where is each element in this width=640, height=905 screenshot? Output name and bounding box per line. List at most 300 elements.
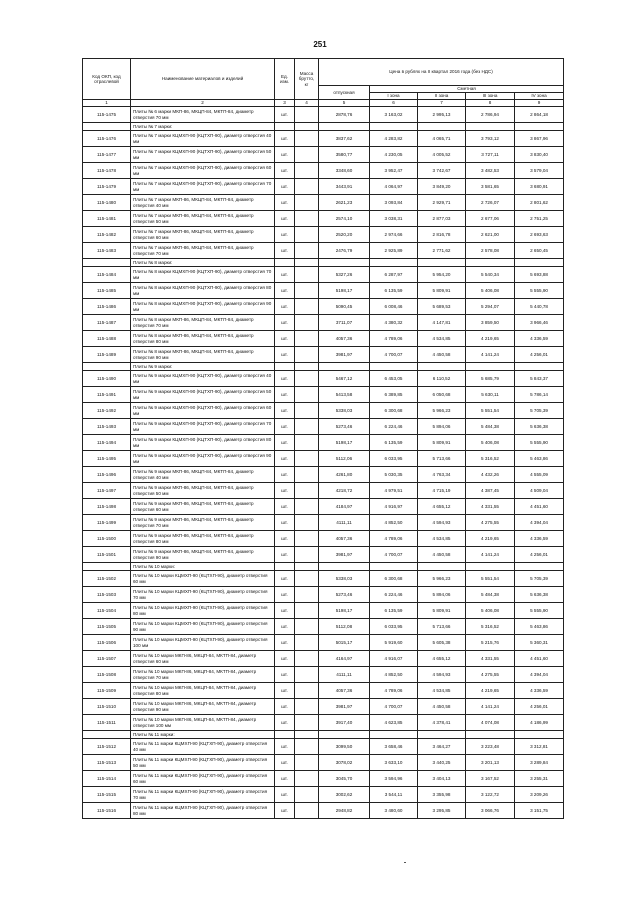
item-mass	[295, 603, 319, 619]
price-wholesale: 3981,97	[319, 547, 370, 563]
item-mass	[295, 131, 319, 147]
item-name: Плиты № 11 марки КЦМХП-90 (КЦТХП-90), диаметр отверстия 40 мм	[131, 739, 275, 755]
group-code-cell	[83, 731, 131, 739]
price-zone-4: 5 636,38	[515, 587, 564, 603]
price-wholesale: 5273,46	[319, 587, 370, 603]
item-code: 115-1481	[83, 211, 131, 227]
price-wholesale: 2520,20	[319, 227, 370, 243]
item-code: 115-1494	[83, 435, 131, 451]
price-zone-2: 4 147,81	[418, 315, 466, 331]
price-zone-4: 3 680,91	[515, 179, 564, 195]
price-zone-3: 3 482,53	[466, 163, 515, 179]
table-row	[83, 531, 564, 547]
price-zone-2: 3 295,85	[418, 803, 466, 819]
group-unit-cell	[275, 563, 295, 571]
item-code: 115-1488	[83, 331, 131, 347]
price-zone-4: 4 256,01	[515, 547, 564, 563]
col-number: 3	[275, 100, 295, 107]
price-zone-1: 4 623,85	[370, 715, 418, 731]
group-row	[83, 731, 564, 739]
item-name: Плиты № 10 марки КЦМХП-90 (КЦТХП-90), диаметр отверстия 100 мм	[131, 635, 275, 651]
item-mass	[295, 331, 319, 347]
price-zone-2: 5 713,66	[418, 451, 466, 467]
price-zone-1: 4 916,07	[370, 651, 418, 667]
price-zone-2: 6 050,68	[418, 387, 466, 403]
price-wholesale: 5273,46	[319, 419, 370, 435]
price-zone-1: 4 979,51	[370, 483, 418, 499]
price-zone-3: 5 406,08	[466, 603, 515, 619]
item-unit: шт.	[275, 619, 295, 635]
price-wholesale: 3045,70	[319, 771, 370, 787]
price-zone-2: 3 849,20	[418, 179, 466, 195]
group-price-cell	[370, 731, 418, 739]
price-zone-1: 3 952,47	[370, 163, 418, 179]
price-zone-2: 5 894,06	[418, 587, 466, 603]
table-row	[83, 347, 564, 363]
price-zone-3: 5 215,76	[466, 635, 515, 651]
price-zone-4: 5 360,31	[515, 635, 564, 651]
table-row	[83, 163, 564, 179]
item-unit: шт.	[275, 571, 295, 587]
price-zone-1: 6 224,46	[370, 587, 418, 603]
item-mass	[295, 683, 319, 699]
price-zone-2: 4 450,58	[418, 547, 466, 563]
price-wholesale: 2878,76	[319, 107, 370, 123]
price-zone-3: 3 201,13	[466, 755, 515, 771]
price-zone-3: 4 219,65	[466, 331, 515, 347]
table-row	[83, 451, 564, 467]
price-wholesale: 4111,11	[319, 667, 370, 683]
price-zone-1: 3 633,10	[370, 755, 418, 771]
price-zone-1: 3 093,84	[370, 195, 418, 211]
price-zone-2: 5 954,20	[418, 267, 466, 283]
item-name: Плиты № 10 марки КЦМХП-90 (КЦТХП-90), диаметр отверстия 80 мм	[131, 603, 275, 619]
item-code: 115-1508	[83, 667, 131, 683]
group-mass-cell	[295, 563, 319, 571]
price-zone-4: 2 693,63	[515, 227, 564, 243]
price-wholesale: 5198,17	[319, 435, 370, 451]
item-mass	[295, 435, 319, 451]
item-mass	[295, 227, 319, 243]
price-zone-3: 5 484,38	[466, 587, 515, 603]
price-zone-2: 4 594,93	[418, 667, 466, 683]
price-zone-3: 4 141,24	[466, 699, 515, 715]
price-zone-3: 3 859,50	[466, 315, 515, 331]
item-name: Плиты № 7 марки МКП-86, МКЦП-84, МКТП-84, диаметр отверстия 60 мм	[131, 227, 275, 243]
item-mass	[295, 515, 319, 531]
table-row	[83, 587, 564, 603]
price-zone-1: 4 283,82	[370, 131, 418, 147]
table-row	[83, 635, 564, 651]
item-mass	[295, 771, 319, 787]
item-code: 115-1490	[83, 371, 131, 387]
price-zone-1: 6 008,46	[370, 299, 418, 315]
col-number: 7	[418, 100, 466, 107]
header-unit: Ед. изм.	[275, 59, 295, 100]
price-wholesale: 3837,62	[319, 131, 370, 147]
item-code: 115-1496	[83, 467, 131, 483]
item-name: Плиты № 9 марки МКП-86, МКЦП-84, МКТП-84, диаметр отверстия 90 мм	[131, 547, 275, 563]
price-wholesale: 5467,12	[319, 371, 370, 387]
item-mass	[295, 587, 319, 603]
price-wholesale: 3981,97	[319, 347, 370, 363]
price-zone-1: 6 135,59	[370, 603, 418, 619]
item-unit: шт.	[275, 107, 295, 123]
table-row	[83, 299, 564, 315]
item-unit: шт.	[275, 163, 295, 179]
header-zone: I зона	[370, 93, 418, 100]
table-row	[83, 107, 564, 123]
price-wholesale: 3078,02	[319, 755, 370, 771]
item-code: 115-1507	[83, 651, 131, 667]
price-wholesale: 5112,06	[319, 451, 370, 467]
item-mass	[295, 195, 319, 211]
price-zone-1: 2 974,66	[370, 227, 418, 243]
header-wholesale: отпускная	[319, 86, 370, 100]
item-name: Плиты № 11 марки КЦМХП-90 (КЦТХП-90), диаметр отверстия 50 мм	[131, 755, 275, 771]
price-zone-4: 3 151,75	[515, 803, 564, 819]
price-zone-4: 2 650,45	[515, 243, 564, 259]
item-name: Плиты № 10 марки МКП-86, МКЦП-84, МКТП-84, диаметр отверстия 70 мм	[131, 667, 275, 683]
group-price-cell	[466, 123, 515, 131]
group-title: Плиты № 7 марки:	[131, 123, 275, 131]
price-zone-2: 4 594,93	[418, 515, 466, 531]
item-name: Плиты № 10 марки КЦМХП-90 (КЦТХП-90), диаметр отверстия 90 мм	[131, 619, 275, 635]
item-unit: шт.	[275, 787, 295, 803]
item-unit: шт.	[275, 451, 295, 467]
page-number: 251	[313, 40, 327, 49]
item-code: 115-1478	[83, 163, 131, 179]
price-zone-3: 3 793,12	[466, 131, 515, 147]
price-zone-2: 4 534,85	[418, 683, 466, 699]
item-name: Плиты № 9 марки МКП-86, МКЦП-84, МКТП-84, диаметр отверстия 60 мм	[131, 499, 275, 515]
group-price-cell	[319, 563, 370, 571]
price-zone-3: 2 621,00	[466, 227, 515, 243]
group-price-cell	[466, 563, 515, 571]
item-mass	[295, 467, 319, 483]
item-code: 115-1493	[83, 419, 131, 435]
price-zone-3: 5 294,07	[466, 299, 515, 315]
item-name: Плиты № 11 марки КЦМХП-90 (КЦТХП-90), диаметр отверстия 70 мм	[131, 787, 275, 803]
item-unit: шт.	[275, 387, 295, 403]
item-mass	[295, 755, 319, 771]
item-unit: шт.	[275, 467, 295, 483]
group-unit-cell	[275, 123, 295, 131]
item-name: Плиты № 10 марки КЦМХП-90 (КЦТХП-90), диаметр отверстия 60 мм	[131, 571, 275, 587]
item-unit: шт.	[275, 699, 295, 715]
price-wholesale: 3981,97	[319, 699, 370, 715]
price-zone-4: 4 451,60	[515, 651, 564, 667]
item-code: 115-1509	[83, 683, 131, 699]
item-unit: шт.	[275, 267, 295, 283]
item-name: Плиты № 9 марки КЦМХП-90 (КЦТХП-90), диаметр отверстия 40 мм	[131, 371, 275, 387]
price-zone-2: 4 655,12	[418, 499, 466, 515]
item-code: 115-1483	[83, 243, 131, 259]
table-row	[83, 683, 564, 699]
price-zone-4: 3 312,81	[515, 739, 564, 755]
price-zone-4: 3 289,84	[515, 755, 564, 771]
price-zone-1: 3 594,96	[370, 771, 418, 787]
item-code: 115-1499	[83, 515, 131, 531]
table-row	[83, 619, 564, 635]
group-price-cell	[466, 731, 515, 739]
item-mass	[295, 547, 319, 563]
table-row	[83, 435, 564, 451]
item-code: 115-1498	[83, 499, 131, 515]
group-price-cell	[515, 731, 564, 739]
item-unit: шт.	[275, 603, 295, 619]
item-name: Плиты № 9 марки МКП-86, МКЦП-84, МКТП-84, диаметр отверстия 50 мм	[131, 483, 275, 499]
item-mass	[295, 451, 319, 467]
price-zone-2: 4 534,85	[418, 331, 466, 347]
price-zone-3: 5 316,52	[466, 619, 515, 635]
header-zone: IV зона	[515, 93, 564, 100]
price-zone-2: 5 809,91	[418, 603, 466, 619]
group-price-cell	[319, 363, 370, 371]
price-zone-4: 4 555,09	[515, 467, 564, 483]
price-wholesale: 4111,11	[319, 515, 370, 531]
group-code-cell	[83, 363, 131, 371]
price-wholesale: 3002,62	[319, 787, 370, 803]
item-name: Плиты № 10 марки КЦМХП-90 (КЦТХП-90), диаметр отверстия 70 мм	[131, 587, 275, 603]
col-number: 5	[319, 100, 370, 107]
table-row	[83, 787, 564, 803]
item-unit: шт.	[275, 371, 295, 387]
item-name: Плиты № 6 марки МКП-86, МКЦП-84, МКТП-84, диаметр отверстия 70 мм	[131, 107, 275, 123]
item-mass	[295, 739, 319, 755]
price-zone-3: 4 141,24	[466, 347, 515, 363]
price-zone-3: 4 432,26	[466, 467, 515, 483]
item-code: 115-1479	[83, 179, 131, 195]
price-zone-2: 5 966,23	[418, 403, 466, 419]
price-wholesale: 3711,07	[319, 315, 370, 331]
table-body	[83, 107, 564, 819]
item-mass	[295, 387, 319, 403]
item-name: Плиты № 9 марки КЦМХП-90 (КЦТХП-90), диаметр отверстия 70 мм	[131, 419, 275, 435]
price-zone-3: 3 167,52	[466, 771, 515, 787]
price-wholesale: 3443,91	[319, 179, 370, 195]
price-zone-2: 4 065,71	[418, 131, 466, 147]
table-row	[83, 179, 564, 195]
col-number: 6	[370, 100, 418, 107]
price-wholesale: 4218,72	[319, 483, 370, 499]
item-code: 115-1505	[83, 619, 131, 635]
price-wholesale: 5338,03	[319, 403, 370, 419]
price-zone-1: 3 480,60	[370, 803, 418, 819]
price-zone-1: 3 658,46	[370, 739, 418, 755]
price-zone-1: 5 919,60	[370, 635, 418, 651]
price-zone-1: 4 789,06	[370, 531, 418, 547]
table-row	[83, 283, 564, 299]
price-zone-1: 4 700,07	[370, 699, 418, 715]
price-zone-3: 4 331,55	[466, 499, 515, 515]
item-name: Плиты № 8 марки МКП-86, МКЦП-84, МКТП-84, диаметр отверстия 90 мм	[131, 347, 275, 363]
item-code: 115-1477	[83, 147, 131, 163]
item-name: Плиты № 7 марки МКП-86, МКЦП-84, МКТП-84, диаметр отверстия 50 мм	[131, 211, 275, 227]
item-code: 115-1486	[83, 299, 131, 315]
price-zone-4: 4 336,59	[515, 331, 564, 347]
price-zone-3: 5 484,38	[466, 419, 515, 435]
item-unit: шт.	[275, 547, 295, 563]
item-unit: шт.	[275, 243, 295, 259]
price-zone-2: 5 894,06	[418, 419, 466, 435]
price-wholesale: 4261,80	[319, 467, 370, 483]
price-zone-2: 4 655,12	[418, 651, 466, 667]
table-row	[83, 195, 564, 211]
table-row	[83, 755, 564, 771]
item-name: Плиты № 9 марки КЦМХП-90 (КЦТХП-90), диаметр отверстия 80 мм	[131, 435, 275, 451]
price-zone-1: 6 135,59	[370, 435, 418, 451]
price-zone-3: 3 727,11	[466, 147, 515, 163]
table-row	[83, 467, 564, 483]
col-number: 8	[466, 100, 515, 107]
item-unit: шт.	[275, 483, 295, 499]
col-number: 4	[295, 100, 319, 107]
group-mass-cell	[295, 259, 319, 267]
price-zone-2: 5 713,66	[418, 619, 466, 635]
price-zone-1: 4 700,07	[370, 547, 418, 563]
item-mass	[295, 315, 319, 331]
price-zone-2: 3 464,27	[418, 739, 466, 755]
table-header	[83, 59, 564, 107]
item-unit: шт.	[275, 635, 295, 651]
price-zone-3: 5 406,08	[466, 435, 515, 451]
item-unit: шт.	[275, 179, 295, 195]
table-row	[83, 147, 564, 163]
item-code: 115-1512	[83, 739, 131, 755]
price-zone-3: 5 630,11	[466, 387, 515, 403]
item-code: 115-1489	[83, 347, 131, 363]
price-wholesale: 4164,97	[319, 651, 370, 667]
table-row	[83, 403, 564, 419]
price-zone-4: 4 256,01	[515, 699, 564, 715]
item-mass	[295, 715, 319, 731]
item-name: Плиты № 7 марки МКП-86, МКЦП-84, МКТП-84, диаметр отверстия 70 мм	[131, 243, 275, 259]
item-unit: шт.	[275, 147, 295, 163]
price-zone-1: 6 135,59	[370, 283, 418, 299]
price-zone-2: 4 763,34	[418, 467, 466, 483]
price-zone-2: 5 809,91	[418, 283, 466, 299]
price-zone-1: 3 544,11	[370, 787, 418, 803]
price-zone-3: 3 066,76	[466, 803, 515, 819]
item-name: Плиты № 9 марки КЦМХП-90 (КЦТХП-90), диаметр отверстия 50 мм	[131, 387, 275, 403]
price-zone-3: 4 219,65	[466, 683, 515, 699]
price-zone-3: 4 219,65	[466, 531, 515, 547]
table-row	[83, 371, 564, 387]
price-zone-4: 4 256,01	[515, 347, 564, 363]
price-zone-3: 5 685,79	[466, 371, 515, 387]
item-code: 115-1476	[83, 131, 131, 147]
group-title: Плиты № 8 марки:	[131, 259, 275, 267]
price-wholesale: 3917,40	[319, 715, 370, 731]
item-unit: шт.	[275, 531, 295, 547]
group-price-cell	[370, 259, 418, 267]
item-name: Плиты № 7 марки КЦМХП-90 (КЦТХП-90), диаметр отверстия 40 мм	[131, 131, 275, 147]
table-row	[83, 331, 564, 347]
item-name: Плиты № 9 марки КЦМХП-90 (КЦТХП-90), диаметр отверстия 60 мм	[131, 403, 275, 419]
item-name: Плиты № 9 марки КЦМХП-90 (КЦТХП-90), диаметр отверстия 90 мм	[131, 451, 275, 467]
table-row	[83, 419, 564, 435]
item-code: 115-1482	[83, 227, 131, 243]
header-mass: Масса брутто, кг	[295, 59, 319, 100]
group-code-cell	[83, 123, 131, 131]
item-code: 115-1495	[83, 451, 131, 467]
group-mass-cell	[295, 363, 319, 371]
price-zone-4: 4 336,59	[515, 531, 564, 547]
group-price-cell	[319, 123, 370, 131]
price-wholesale: 4184,97	[319, 499, 370, 515]
price-zone-2: 3 742,67	[418, 163, 466, 179]
item-mass	[295, 179, 319, 195]
price-zone-4: 4 394,04	[515, 667, 564, 683]
item-unit: шт.	[275, 315, 295, 331]
price-zone-1: 6 287,97	[370, 267, 418, 283]
item-name: Плиты № 7 марки КЦМХП-90 (КЦТХП-90), диаметр отверстия 50 мм	[131, 147, 275, 163]
item-name: Плиты № 9 марки МКП-86, МКЦП-84, МКТП-84, диаметр отверстия 80 мм	[131, 531, 275, 547]
price-zone-4: 2 751,25	[515, 211, 564, 227]
price-zone-3: 2 677,06	[466, 211, 515, 227]
price-zone-4: 3 255,31	[515, 771, 564, 787]
item-unit: шт.	[275, 435, 295, 451]
item-mass	[295, 803, 319, 819]
item-mass	[295, 787, 319, 803]
group-price-cell	[418, 563, 466, 571]
price-zone-4: 4 394,04	[515, 515, 564, 531]
group-unit-cell	[275, 259, 295, 267]
item-unit: шт.	[275, 739, 295, 755]
price-zone-1: 5 030,35	[370, 467, 418, 483]
price-zone-4: 4 336,59	[515, 683, 564, 699]
price-zone-4: 2 864,18	[515, 107, 564, 123]
group-price-cell	[418, 363, 466, 371]
item-name: Плиты № 7 марки КЦМХП-90 (КЦТХП-90), диаметр отверстия 70 мм	[131, 179, 275, 195]
price-zone-1: 6 300,68	[370, 403, 418, 419]
group-price-cell	[370, 363, 418, 371]
table-row	[83, 499, 564, 515]
item-unit: шт.	[275, 667, 295, 683]
price-wholesale: 2476,79	[319, 243, 370, 259]
item-code: 115-1487	[83, 315, 131, 331]
item-unit: шт.	[275, 515, 295, 531]
item-mass	[295, 371, 319, 387]
col-number: 1	[83, 100, 131, 107]
price-zone-1: 2 925,89	[370, 243, 418, 259]
price-zone-1: 4 380,32	[370, 315, 418, 331]
price-zone-4: 3 966,46	[515, 315, 564, 331]
price-zone-3: 5 316,52	[466, 451, 515, 467]
group-row	[83, 259, 564, 267]
price-table	[82, 58, 564, 819]
price-zone-2: 2 771,62	[418, 243, 466, 259]
price-wholesale: 4057,36	[319, 683, 370, 699]
table-row	[83, 699, 564, 715]
price-zone-1: 4 789,06	[370, 331, 418, 347]
price-zone-2: 2 877,03	[418, 211, 466, 227]
item-unit: шт.	[275, 283, 295, 299]
price-zone-3: 4 074,08	[466, 715, 515, 731]
table-row	[83, 571, 564, 587]
price-zone-4: 2 801,62	[515, 195, 564, 211]
group-row	[83, 363, 564, 371]
price-zone-4: 5 693,88	[515, 267, 564, 283]
header-code: Код ОКП, код отраслевой	[83, 59, 131, 100]
item-code: 115-1515	[83, 787, 131, 803]
group-title: Плиты № 9 марки:	[131, 363, 275, 371]
price-zone-4: 3 867,96	[515, 131, 564, 147]
item-code: 115-1492	[83, 403, 131, 419]
price-zone-1: 4 852,50	[370, 515, 418, 531]
table-row	[83, 515, 564, 531]
